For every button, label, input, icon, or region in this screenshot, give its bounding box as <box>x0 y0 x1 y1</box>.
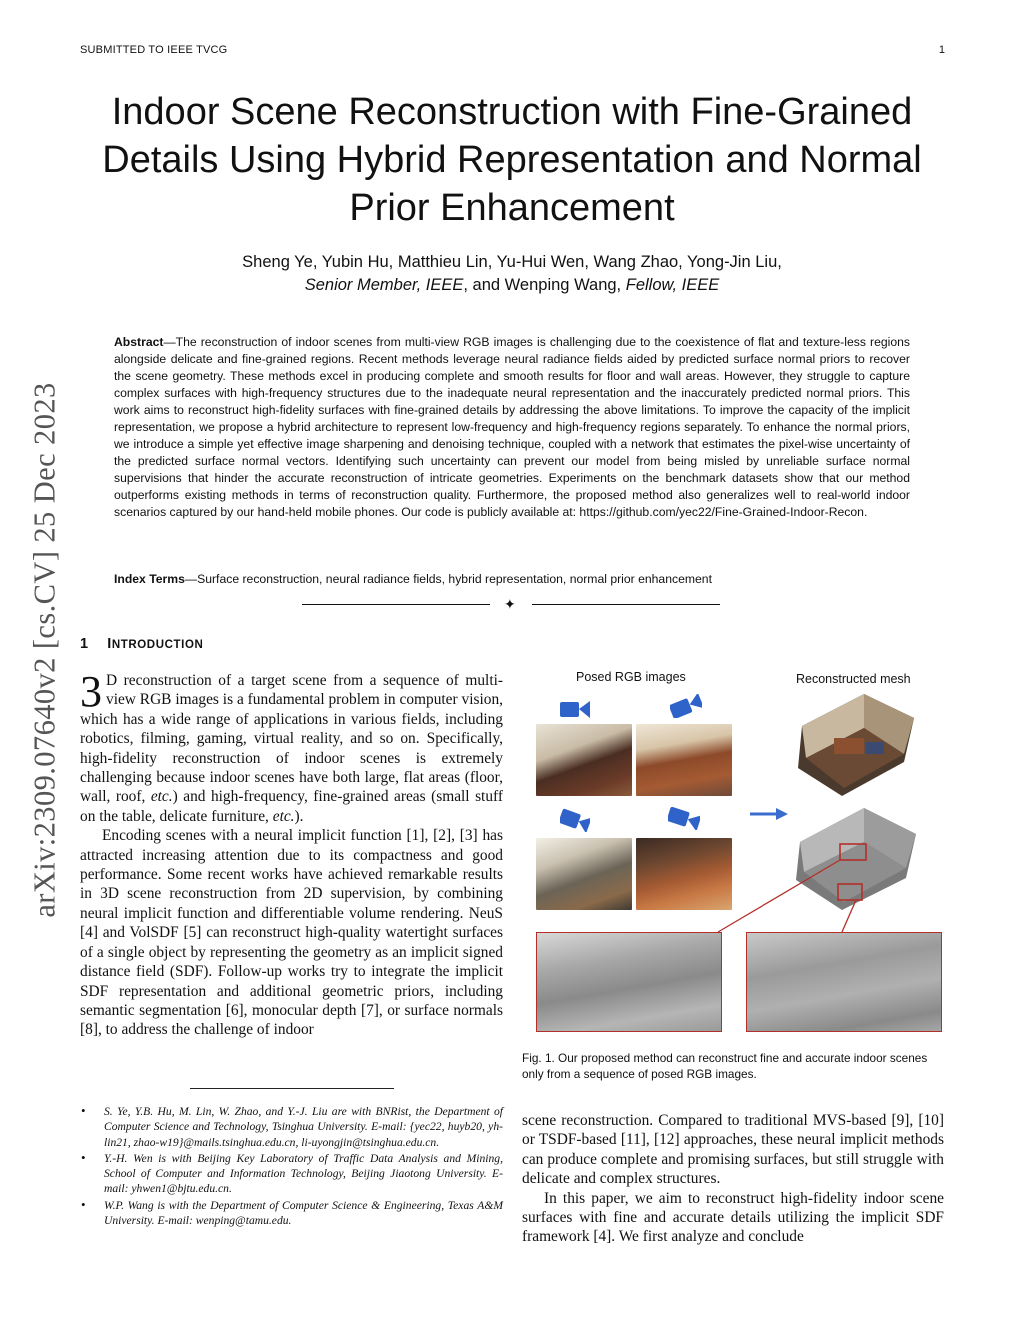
divider-line-right <box>532 604 720 605</box>
right-paragraph-1: scene reconstruction. Compared to traditional MVS-based [9], [10] or TSDF-based [11], [12] approaches, these neural implicit methods can produce complete and promising surfaces, but still struggle with delicate and complex structures. <box>522 1112 944 1188</box>
intro-etc-2: etc. <box>272 807 295 825</box>
right-column <box>522 1111 944 1247</box>
footnote-item <box>80 1151 503 1197</box>
fellow-tag: Fellow, IEEE <box>625 276 720 294</box>
paper-title: Indoor Scene Reconstruction with Fine-Grained Details Using Hybrid Representation and Normal Prior Enhancement <box>102 91 922 229</box>
footnote-item <box>80 1198 503 1229</box>
index-terms-label: Index Terms <box>114 572 185 586</box>
footnote-item <box>80 1104 503 1150</box>
page-number: 1 <box>938 44 945 56</box>
right-paragraph-2: In this paper, we aim to reconstruct high-fidelity indoor scene surfaces with fine and accurate details utilizing the implicit SDF framework [4]. We first analyze and conclude <box>522 1189 944 1246</box>
figure-label-posed-rgb: Posed RGB images <box>576 670 686 684</box>
author-list <box>60 251 964 297</box>
author-names: Sheng Ye, Yubin Hu, Matthieu Lin, Yu-Hui Wen, Wang Zhao, Yong-Jin Liu, <box>242 253 782 271</box>
divider-star-icon: ✦ <box>504 596 516 612</box>
running-header: SUBMITTED TO IEEE TVCG <box>80 44 228 56</box>
intro-paragraph-2: Encoding scenes with a neural implicit function [1], [2], [3] has attracted increasing attention due to its compactness and good performance. Some recent works have achieved remarkable results in 3D scene reconstruction from 2D supervision, by combining neural implicit function and differentiable volume rendering. NeuS [4] and VolSDF [5] can reconstruct high-quality watertight surfaces of a single object by representing the geometry as an implicit signed distance field (SDF). Follow-up works try to integrate the implicit SDF representation and additional geometric priors, including semantic segmentation [6], monocular depth [7], or surface normals [8], to address the challenge of indoor <box>80 827 503 1039</box>
footnote-rule <box>190 1088 394 1089</box>
footnotes <box>80 1104 503 1229</box>
index-terms <box>114 571 910 588</box>
figure-caption: Fig. 1. Our proposed method can reconstruct fine and accurate indoor scenes only from a sequence of posed RGB images. <box>522 1051 928 1081</box>
abstract-label: Abstract <box>114 335 164 349</box>
drop-cap: 3 <box>80 667 102 716</box>
zoom-panel-right <box>746 932 942 1032</box>
section-heading <box>80 636 203 652</box>
intro-paragraph-1 <box>80 667 503 826</box>
section-title-rest: NTRODUCTION <box>111 639 204 651</box>
bullet-icon: • <box>81 1103 86 1118</box>
author-connector: , and Wenping Wang, <box>463 276 626 294</box>
divider-line-left <box>302 604 490 605</box>
section-number: 1 <box>80 636 89 652</box>
footnote-text: W.P. Wang is with the Department of Computer Science & Engineering, Texas A&M University. E-mail: wenping@tamu.edu. <box>104 1198 503 1228</box>
intro-p1-text-c: ). <box>294 807 304 825</box>
abstract <box>114 334 910 521</box>
section-title-initial: I <box>107 636 112 652</box>
zoom-panel-left <box>536 932 722 1032</box>
bullet-icon: • <box>81 1149 86 1165</box>
footnote-text: S. Ye, Y.B. Hu, M. Lin, W. Zhao, and Y.-J. Liu are with BNRist, the Department of Computer Science and Technology, Tsinghua University. E-mail: {yec22, huyb20, yh-lin21, zhao-w19}@mails.tsinghua.edu.cn, li-uyongjin@tsinghua.edu.cn. <box>104 1105 503 1149</box>
left-column <box>80 667 503 1040</box>
bullet-icon: • <box>81 1196 86 1212</box>
figure-label-reconstructed-mesh: Reconstructed mesh <box>796 672 911 686</box>
intro-p1-text-a: D reconstruction of a target scene from a sequence of multi-view RGB images is a fundamental problem in computer vision, which has a wide range of applications in various fields, including robotics, filming, gaming, virtual reality, and so on. Specifically, high-fidelity reconstruction of indoor scenes is extremely challenging because indoor scenes have both large, flat areas (floor, wall, roof, <box>80 672 503 806</box>
intro-p1-text-b: ) and high-frequency, fine-grained areas (small stuff on the table, delicate furniture, <box>80 788 503 825</box>
senior-member-tag: Senior Member, IEEE <box>304 276 464 294</box>
intro-etc-1: etc. <box>150 788 173 806</box>
figure-1 <box>522 664 944 1044</box>
arxiv-stamp-text: arXiv:2309.07640v2 [cs.CV] 25 Dec 2023 <box>27 382 62 918</box>
index-terms-text: —Surface reconstruction, neural radiance fields, hybrid representation, normal prior enhancement <box>184 572 712 586</box>
arxiv-stamp <box>20 350 70 950</box>
footnote-text: Y.-H. Wen is with Beijing Key Laboratory of Traffic Data Analysis and Mining, School of Computer and Information Technology, Beijing Jiaotong University. E-mail: yhwen1@bjtu.edu.cn. <box>104 1151 503 1196</box>
abstract-text: —The reconstruction of indoor scenes from multi-view RGB images is challenging due to the coexistence of flat and texture-less regions alongside delicate and fine-grained regions. Recent methods leverage neural radiance fields aided by predicted surface normal priors to recover the scene geometry. These methods excel in producing complete and smooth results for floor and wall areas. However, they struggle to capture complex surfaces with high-frequency structures due to the inadequate neural representation and the inaccurately predicted normal priors. This work aims to reconstruct high-fidelity surfaces with fine-grained details by addressing the above limitations. To improve the capacity of the implicit representation, we propose a hybrid architecture to represent low-frequency and high-frequency regions separately. To enhance the normal priors, we introduce a simple yet effective image sharpening and denoising technique, coupled with a network that estimates the pixel-wise uncertainty of the predicted surface normal vectors. Identifying such uncertainty can prevent our model from being misled by unreliable surface normal supervisions that hinder the accurate reconstruction of intricate geometries. Experiments on the benchmark datasets show that our method outperforms existing methods in terms of reconstruction quality. Furthermore, the proposed method also generalizes well to real-world indoor scenarios captured by our hand-held mobile phones. Our code is publicly available at: https://github.com/yec22/Fine-Grained-Indoor-Recon. <box>114 335 910 519</box>
